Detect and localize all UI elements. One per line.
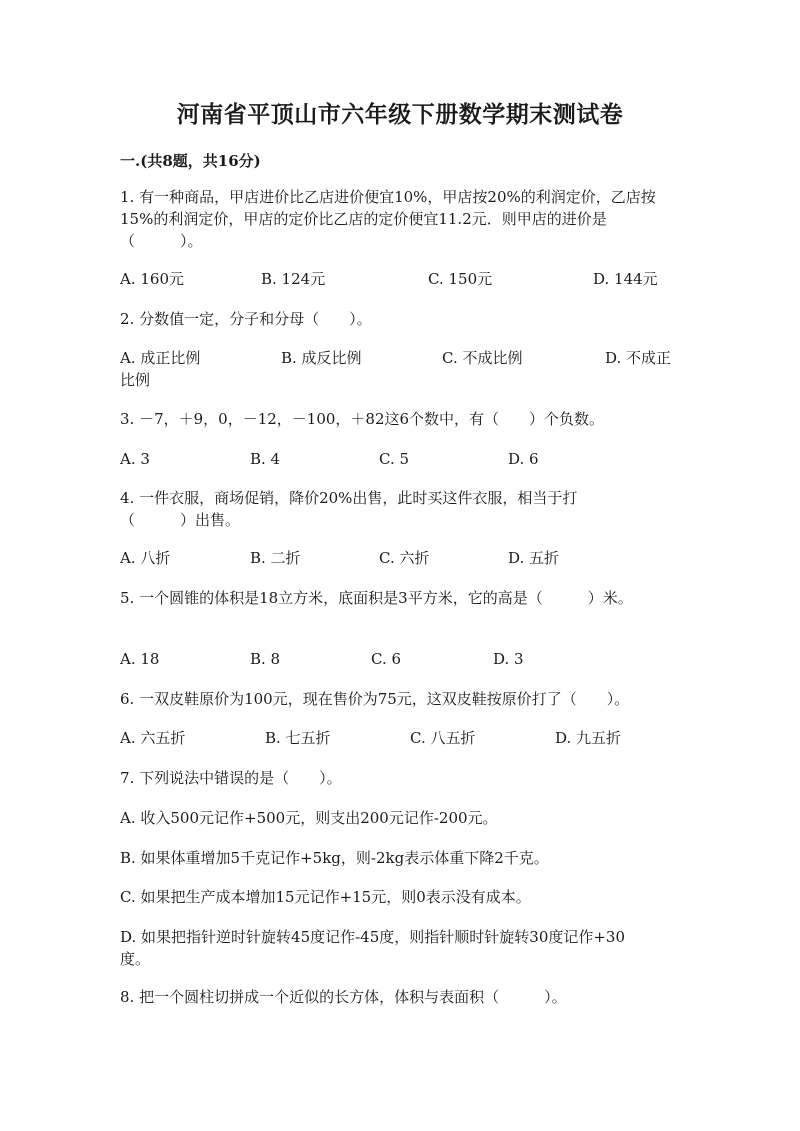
question-text-line: （ ）出售。 xyxy=(120,511,241,529)
option-b[interactable]: B. 成反比例 xyxy=(281,349,362,367)
option-b[interactable]: B. 如果体重增加5千克记作+5kg，则-2kg表示体重下降2千克。 xyxy=(120,849,549,867)
question-7-option-b[interactable] xyxy=(120,847,680,869)
option-b[interactable]: B. 二折 xyxy=(250,549,301,567)
question-text-line: 2. 分数值一定，分子和分母（ ）。 xyxy=(120,310,372,328)
option-a[interactable]: A. 3 xyxy=(120,450,150,468)
section-heading: 一.(共8题，共16分) xyxy=(120,152,261,170)
question-text-line: 15%的利润定价，甲店的定价比乙店的定价便宜11.2元．则甲店的进价是 xyxy=(120,210,607,228)
option-a[interactable]: A. 160元 xyxy=(120,270,184,288)
question-7-option-a[interactable] xyxy=(120,807,680,829)
option-a[interactable]: A. 八折 xyxy=(120,549,171,567)
option-d-continued[interactable]: 比例 xyxy=(120,371,151,389)
question-6-options xyxy=(120,727,680,749)
option-d[interactable]: D. 144元 xyxy=(593,270,658,288)
option-a[interactable]: A. 成正比例 xyxy=(120,349,201,367)
option-c[interactable]: C. 5 xyxy=(379,450,410,468)
question-8 xyxy=(120,986,680,1008)
question-text-line: 4. 一件衣服，商场促销，降价20%出售，此时买这件衣服，相当于打 xyxy=(120,489,578,507)
option-d[interactable]: D. 五折 xyxy=(508,549,560,567)
question-text-line: （ ）。 xyxy=(120,232,203,250)
question-2-options-wrap xyxy=(120,369,680,391)
question-7-option-c[interactable] xyxy=(120,886,680,908)
option-d[interactable]: D. 3 xyxy=(493,650,524,668)
option-c[interactable]: C. 六折 xyxy=(379,549,430,567)
question-text-line: 6. 一双皮鞋原价为100元，现在售价为75元，这双皮鞋按原价打了（ ）。 xyxy=(120,690,630,708)
question-6 xyxy=(120,688,680,710)
option-a[interactable]: A. 六五折 xyxy=(120,729,186,747)
question-1-options xyxy=(120,268,680,290)
question-5-options xyxy=(120,648,680,670)
question-2 xyxy=(120,308,680,330)
option-c[interactable]: C. 6 xyxy=(371,650,402,668)
question-3-options xyxy=(120,448,680,470)
question-7 xyxy=(120,767,680,789)
question-5 xyxy=(120,587,680,609)
question-text-line: 8. 把一个圆柱切拼成一个近似的长方体，体积与表面积（ ）。 xyxy=(120,988,567,1006)
option-d[interactable]: D. 不成正 xyxy=(605,349,672,367)
question-text-line: 5. 一个圆锥的体积是18立方米，底面积是3平方米，它的高是（ ）米。 xyxy=(120,589,633,607)
question-text-line: 1. 有一种商品，甲店进价比乙店进价便宜10%，甲店按20%的利润定价，乙店按 xyxy=(120,188,656,206)
option-b[interactable]: B. 124元 xyxy=(261,270,326,288)
option-b[interactable]: B. 七五折 xyxy=(265,729,331,747)
option-d[interactable]: D. 如果把指针逆时针旋转45度记作-45度，则指针顺时针旋转30度记作+30 xyxy=(120,928,626,946)
question-4-options xyxy=(120,547,680,569)
option-d-continued[interactable]: 度。 xyxy=(120,950,151,968)
option-d[interactable]: D. 6 xyxy=(508,450,539,468)
option-c[interactable]: C. 如果把生产成本增加15元记作+15元，则0表示没有成本。 xyxy=(120,888,531,906)
question-text-line: 3. －7，＋9，0，－12，－100，＋82这6个数中，有（ ）个负数。 xyxy=(120,410,605,428)
question-2-options xyxy=(120,347,680,369)
option-b[interactable]: B. 8 xyxy=(250,650,281,668)
question-7-option-d[interactable] xyxy=(120,926,680,970)
option-a[interactable]: A. 18 xyxy=(120,650,160,668)
option-c[interactable]: C. 不成比例 xyxy=(442,349,523,367)
question-3 xyxy=(120,408,680,430)
page-title: 河南省平顶山市六年级下册数学期末测试卷 xyxy=(176,101,624,128)
option-d[interactable]: D. 九五折 xyxy=(555,729,622,747)
question-text-line: 7. 下列说法中错误的是（ ）。 xyxy=(120,769,342,787)
option-b[interactable]: B. 4 xyxy=(250,450,281,468)
option-c[interactable]: C. 150元 xyxy=(428,270,493,288)
option-a[interactable]: A. 收入500元记作+500元，则支出200元记作-200元。 xyxy=(120,809,498,827)
question-1 xyxy=(120,186,680,252)
question-4 xyxy=(120,487,680,531)
option-c[interactable]: C. 八五折 xyxy=(410,729,476,747)
